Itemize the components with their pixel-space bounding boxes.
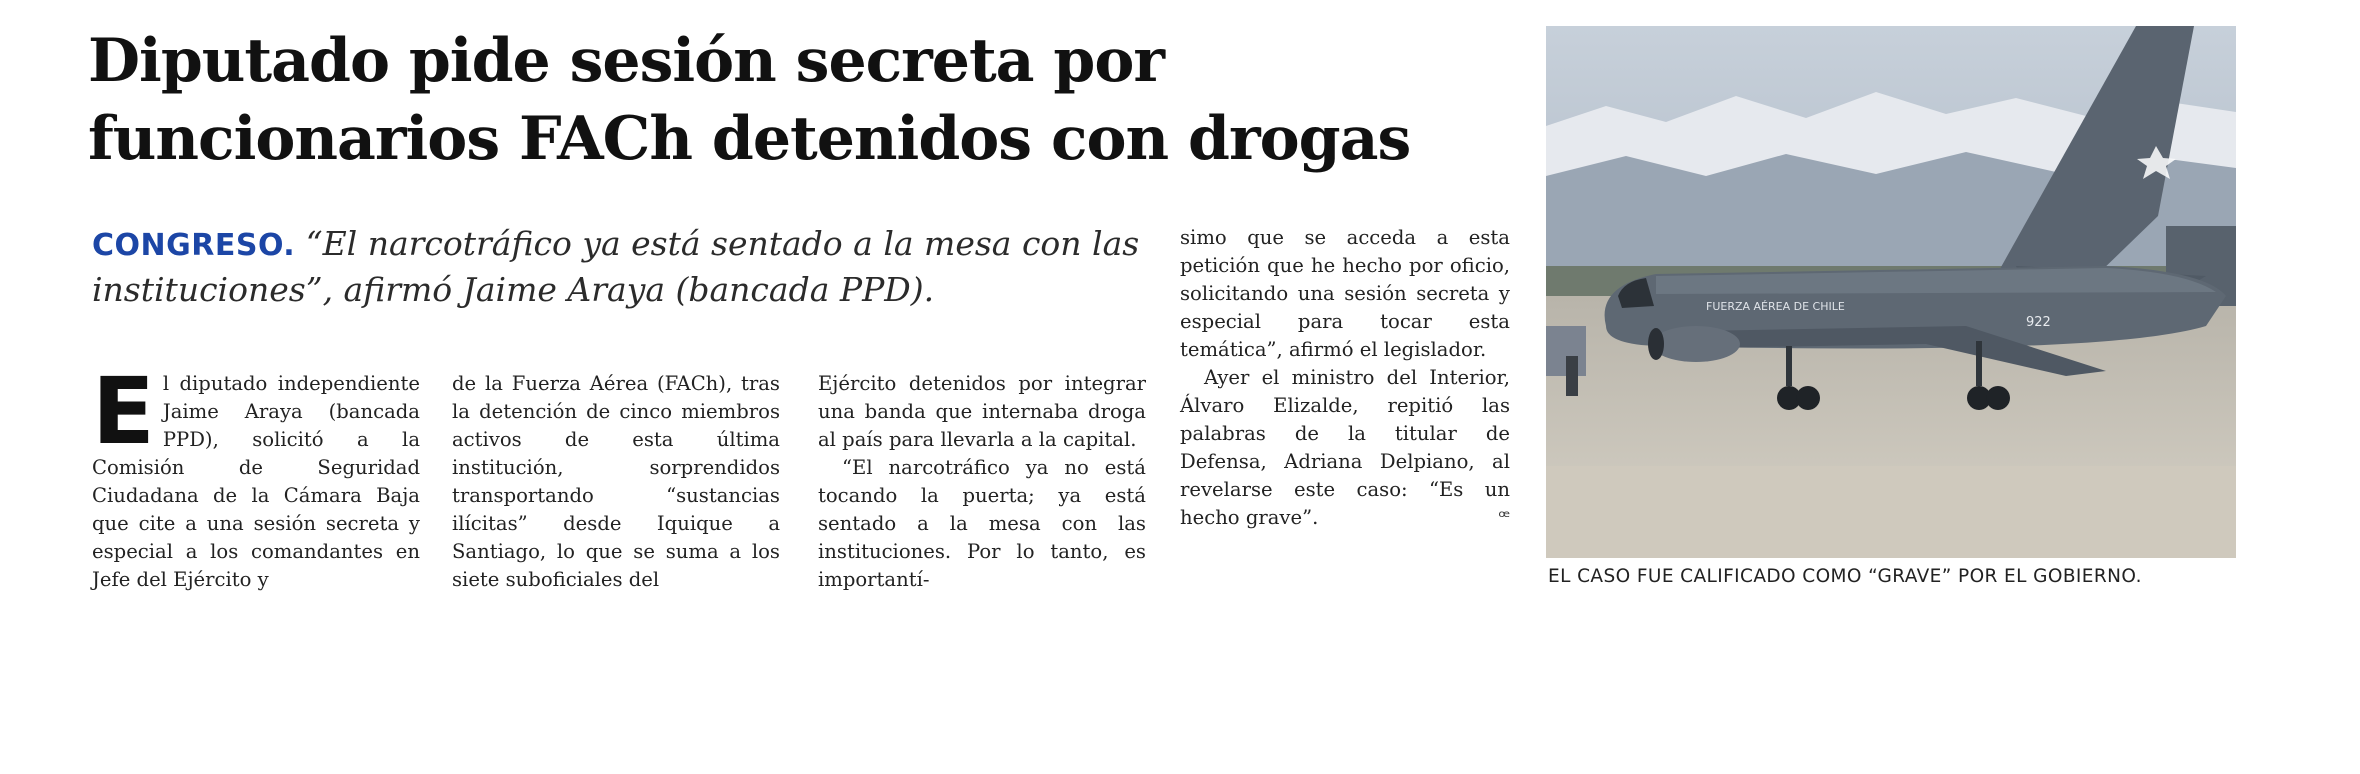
body-col-4-para-2: Ayer el ministro del Interior, Álvaro Elizalde, repitió las palabras de la titular de Defensa, Adriana Delpiano, al revelarse este caso: “Es un hecho grave”. (1180, 366, 1510, 529)
body-col-2-text: de la Fuerza Aérea (FACh), tras la detención de cinco miembros activos de esta última institución, sorprendidos transportando “sustancias ilícitas” desde Iquique a Santiago, lo que se suma a los siete suboficiales del (452, 372, 780, 591)
headline (88, 22, 1528, 178)
tail-number: 922 (2026, 315, 2051, 330)
body-column-2 (452, 370, 780, 594)
drop-cap: E (92, 358, 155, 465)
body-column-3 (818, 370, 1146, 594)
fuselage-label: FUERZA AÉREA DE CHILE (1706, 300, 1845, 313)
end-mark-icon: ꟹ (1498, 507, 1510, 528)
headline-line-2: funcionarios FACh detenidos con drogas (88, 104, 1411, 174)
body-column-4 (1180, 224, 1510, 532)
body-col-3-para-2: “El narcotráfico ya no está tocando la puerta; ya está sentado a la mesa con las instituciones. Por lo tanto, es importantí- (818, 456, 1146, 591)
lede-text: “El narcotráfico ya está sentado a la mesa con las instituciones”, afirmó Jaime Araya (bancada PPD). (92, 224, 1140, 309)
body-col-3-para-1: Ejército detenidos por integrar una banda que internaba droga al país para llevarla a la capital. (818, 372, 1146, 451)
body-column-1 (92, 358, 420, 594)
lede (92, 222, 1152, 312)
section-kicker: CONGRESO. (92, 228, 296, 263)
air-force-plane-photo (1546, 26, 2236, 558)
headline-line-1: Diputado pide sesión secreta por (88, 26, 1165, 96)
body-col-4-para-1: simo que se acceda a esta petición que he hecho por oficio, solicitando una sesión secreta y especial para tocar esta temática”, afirmó el legislador. (1180, 226, 1510, 361)
body-col-1-text: l diputado independiente Jaime Araya (bancada PPD), solicitó a la Comisión de Seguridad Ciudadana de la Cámara Baja que cite a una sesión secreta y especial a los comandantes en Jefe del Ejército y (92, 372, 420, 591)
photo-caption: EL CASO FUE CALIFICADO COMO “GRAVE” POR EL GOBIERNO. (1548, 566, 2142, 587)
